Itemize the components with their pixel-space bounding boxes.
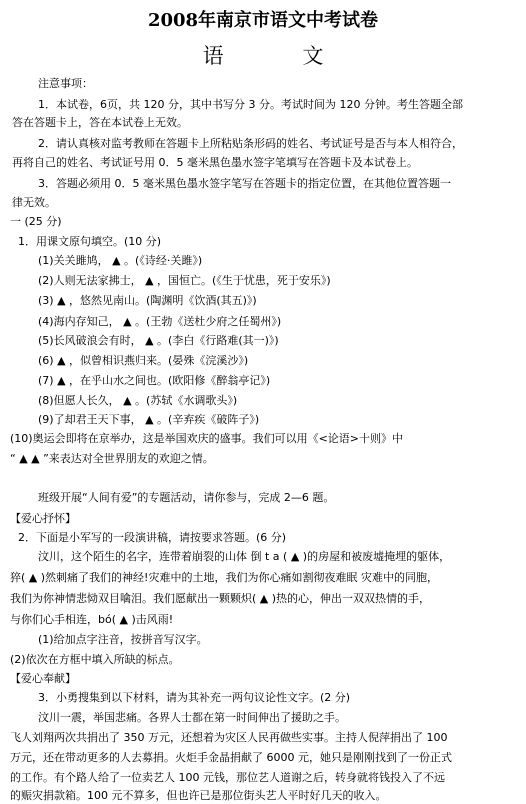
- text-line: (2)依次在方框中填入所缺的标点。: [10, 653, 180, 666]
- text-line: 的赈灾捐款箱。100 元不算多，但也许已是那位街头艺人平时好几天的收入。: [10, 789, 387, 802]
- subject-title: 语 文: [202, 44, 360, 68]
- text-line: (8)但愿人长久， ▲ 。(苏轼《水调歌头》): [38, 394, 238, 407]
- text-line: 答在答题卡上，答在本试卷上无效。: [12, 116, 188, 129]
- text-line: 与你们心手相连，bó( ▲ )击风雨!: [10, 613, 174, 626]
- text-line: (10)奥运会即将在京举办，这是举国欢庆的盛事。我们可以用《<论语>十则》中: [10, 432, 404, 445]
- exam-title: 2008年南京市语文中考试卷: [147, 10, 379, 31]
- text-line: 3．答题必须用 0．5 毫米黑色墨水签字笔写在答题卡的指定位置，在其他位置答题一: [38, 177, 451, 190]
- text-line: (1)关关雎鸠， ▲ 。(《诗经·关雎》): [38, 254, 203, 267]
- text-line: (4)海内存知己， ▲ 。(王勃《送杜少府之任蜀州》): [38, 315, 282, 328]
- text-line: 飞人刘翔两次共捐出了 350 万元，还想着为灾区人民再做些实事。主持人倪萍捐出了 100: [10, 731, 448, 744]
- text-line: (3) ▲ ，悠然见南山。(陶渊明《饮酒(其五)》): [38, 294, 257, 307]
- text-line: 【爱心抒怀】: [10, 512, 76, 525]
- text-line: 2．请认真核对监考教师在答题卡上所粘贴条形码的姓名、考试证号是否与本人相符合，: [38, 137, 463, 150]
- text-line: 1．用课文原句填空。(10 分): [18, 235, 162, 248]
- text-line: 2．下面是小军写的一段演讲稿，请按要求答题。(6 分): [18, 531, 287, 544]
- text-line: (6) ▲ ，似曾相识燕归来。(晏殊《浣溪沙》): [38, 354, 249, 367]
- text-line: 的工作。有个路人给了一位卖艺人 100 元钱，那位艺人道谢之后，转身就将钱投入了不远: [10, 771, 445, 784]
- text-line: 万元，还在带动更多的人去募捐。火炬手金晶捐献了 6000 元，她只是刚刚找到了一份正式: [10, 751, 452, 764]
- text-line: (1)给加点字注音，按拼音写汉字。: [38, 633, 208, 646]
- text-line: 我们为你神情悲恸双目噙泪。我们愿献出一颗颗炽( ▲ )热的心，伸出一双双热情的手，: [10, 592, 431, 605]
- text-line: 1．本试卷，6页，共 120 分，其中书写分 3 分。考试时间为 120 分钟。考生答题全部: [38, 98, 463, 111]
- text-line: 猝( ▲ )然刺痛了我们的神经!灾难中的土地，我们为你心痛如割彻夜难眠 灾难中的同胞，: [10, 571, 438, 584]
- text-line: 班级开展“人间有爱”的专题活动，请你参与，完成 2—6 题。: [38, 491, 335, 504]
- text-line: (7) ▲ ，在乎山水之间也。(欧阳修《醉翁亭记》): [38, 374, 271, 387]
- text-line: (2)人则无法家拂士， ▲ ，国恒亡。(《生于忧患，死于安乐》): [38, 274, 331, 287]
- text-line: (5)长风破浪会有时， ▲ 。(李白《行路难(其一)》): [38, 334, 279, 347]
- text-line: 【爱心奉献】: [10, 672, 76, 685]
- text-line: 汶川一震，举国悲痛。各界人士都在第一时间伸出了援助之手。: [38, 711, 346, 724]
- text-line: 律无效。: [12, 196, 56, 209]
- text-line: 3．小勇搜集到以下材料，请为其补充一两句议论性文字。(2 分): [38, 691, 351, 704]
- text-line: 汶川，这个陌生的名字，连带着崩裂的山体 倒 t a ( ▲ )的房屋和被废墟掩埋的躯体，: [38, 550, 451, 563]
- text-line: 注意事项：: [38, 77, 93, 90]
- text-line: “ ▲ ▲ ”来表达对全世界朋友的欢迎之情。: [10, 452, 214, 465]
- text-line: 一 (25 分): [10, 215, 62, 228]
- text-line: (9)了却君王天下事， ▲ 。(辛弃疾《破阵子》): [38, 413, 260, 426]
- text-line: 再将自己的姓名、考试证号用 0．5 毫米黑色墨水签字笔填写在答题卡及本试卷上。: [12, 156, 418, 169]
